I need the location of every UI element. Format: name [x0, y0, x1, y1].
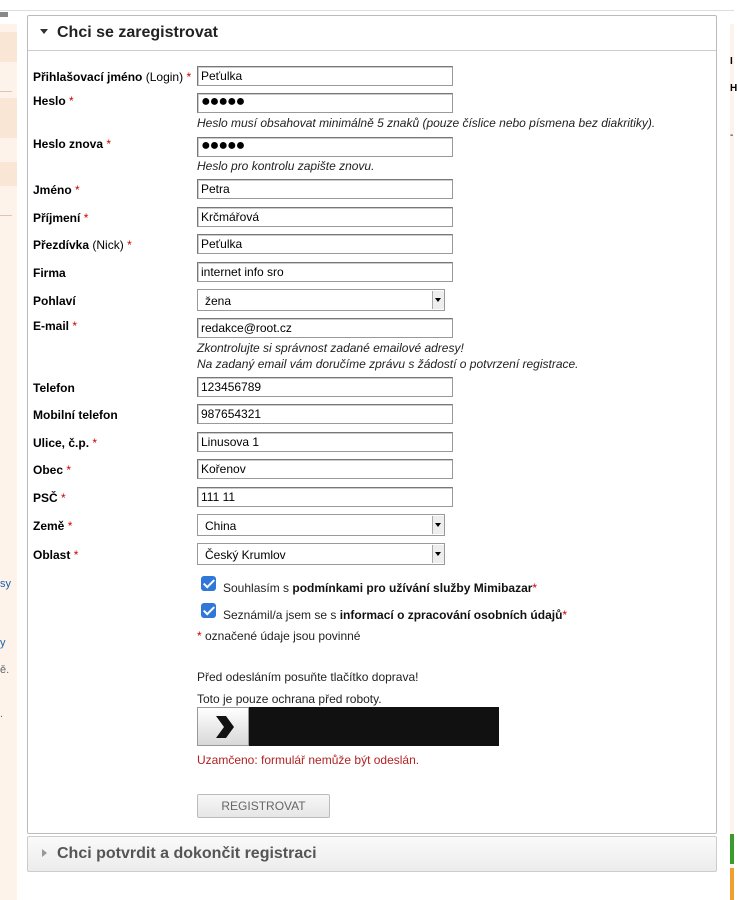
login-label: Přihlašovací jméno (Login) *	[33, 70, 192, 84]
left-sidebar-text: .	[0, 708, 4, 720]
nick-label: Přezdívka (Nick) *	[33, 238, 132, 252]
left-sidebar-link[interactable]: sy	[0, 578, 11, 590]
gender-label: Pohlaví	[33, 294, 76, 308]
zip-label: PSČ *	[33, 491, 66, 505]
privacy-text: Seznámil/a jsem se s informací o zpracování osobních údajů*	[223, 608, 568, 622]
left-sidebar-divider	[0, 91, 12, 92]
gender-select-value: žena	[205, 294, 232, 308]
caret-right-icon	[42, 849, 47, 857]
left-sidebar-box	[0, 98, 17, 138]
left-sidebar-text: ě.	[0, 664, 10, 676]
right-sidebar-orange-box	[730, 868, 734, 900]
region-label: Oblast *	[33, 548, 79, 562]
panel-title: Chci se zaregistrovat	[57, 24, 218, 41]
password-label: Heslo *	[33, 94, 74, 108]
caret-down-icon	[40, 29, 48, 34]
chevron-down-icon	[432, 516, 444, 534]
password-again-hint: Heslo pro kontrolu zapište znovu.	[197, 159, 375, 173]
city-input[interactable]	[197, 459, 453, 479]
chevron-down-icon	[432, 291, 444, 309]
login-input[interactable]	[197, 66, 453, 86]
antibot-instruction: Před odesláním posuňte tlačítko doprava!	[197, 670, 419, 684]
password-input[interactable]: ●●●●●	[197, 93, 453, 113]
password-again-input[interactable]: ●●●●●	[197, 137, 453, 157]
country-select[interactable]	[197, 514, 445, 536]
right-sidebar-text: -	[730, 130, 734, 141]
mobile-input[interactable]	[197, 404, 453, 424]
region-select-value: Český Krumlov	[205, 548, 286, 562]
region-select[interactable]	[197, 543, 445, 565]
company-label: Firma	[33, 266, 66, 280]
slider-handle[interactable]	[197, 707, 249, 746]
right-sidebar	[730, 24, 737, 900]
left-sidebar	[0, 24, 17, 900]
left-sidebar-box	[0, 162, 17, 186]
top-divider	[0, 10, 734, 11]
right-sidebar-text: H	[730, 83, 737, 94]
first-name-label: Jméno *	[33, 183, 80, 197]
chevron-down-icon	[432, 545, 444, 563]
top-marker	[0, 12, 8, 17]
email-label: E-mail *	[33, 319, 78, 333]
terms-text: Souhlasím s podmínkami pro užívání služby Mimibazar*	[223, 581, 538, 595]
first-name-input[interactable]	[197, 179, 453, 199]
email-hint-1: Zkontrolujte si správnost zadané emailové adresy!	[197, 341, 464, 355]
confirm-panel-title: Chci potvrdit a dokončit registraci	[57, 845, 317, 862]
privacy-checkbox[interactable]	[201, 603, 216, 618]
phone-label: Telefon	[33, 381, 75, 395]
email-hint-2: Na zadaný email vám doručíme zprávu s žádostí o potvrzení registrace.	[197, 357, 579, 371]
confirm-panel[interactable]	[27, 836, 717, 872]
city-label: Obec *	[33, 463, 72, 477]
left-sidebar-divider	[0, 215, 12, 216]
password-again-label: Heslo znova *	[33, 137, 112, 151]
last-name-label: Příjmení *	[33, 211, 89, 225]
nick-input[interactable]	[197, 234, 453, 254]
antibot-slider[interactable]	[197, 707, 499, 746]
right-sidebar-green-box	[730, 834, 734, 864]
mobile-label: Mobilní telefon	[33, 408, 118, 422]
chevron-right-icon	[214, 716, 234, 738]
last-name-input[interactable]	[197, 207, 453, 227]
left-sidebar-box	[0, 32, 17, 62]
right-sidebar-text: I	[730, 56, 733, 67]
country-label: Země *	[33, 519, 73, 533]
country-select-value: China	[205, 519, 237, 533]
gender-select[interactable]	[197, 289, 445, 311]
zip-input[interactable]	[197, 487, 453, 507]
left-sidebar-link[interactable]: y	[0, 637, 6, 649]
privacy-link[interactable]: informací o zpracování osobních údajů	[339, 608, 563, 622]
register-button[interactable]: REGISTROVAT	[197, 794, 330, 818]
phone-input[interactable]	[197, 377, 453, 397]
password-hint: Heslo musí obsahovat minimálně 5 znaků (pouze číslice nebo písmena bez diakritiky).	[197, 116, 656, 130]
street-input[interactable]	[197, 432, 453, 452]
email-input[interactable]	[197, 318, 453, 338]
registration-panel-header[interactable]	[28, 16, 716, 51]
terms-checkbox[interactable]	[201, 576, 216, 591]
street-label: Ulice, č.p. *	[33, 436, 98, 450]
required-note: * označené údaje jsou povinné	[197, 629, 361, 643]
company-input[interactable]	[197, 262, 453, 282]
terms-link[interactable]: podmínkami pro užívání služby Mimibazar	[292, 581, 533, 595]
locked-message: Uzamčeno: formulář nemůže být odeslán.	[197, 753, 420, 767]
antibot-note: Toto je pouze ochrana před roboty.	[197, 692, 382, 706]
